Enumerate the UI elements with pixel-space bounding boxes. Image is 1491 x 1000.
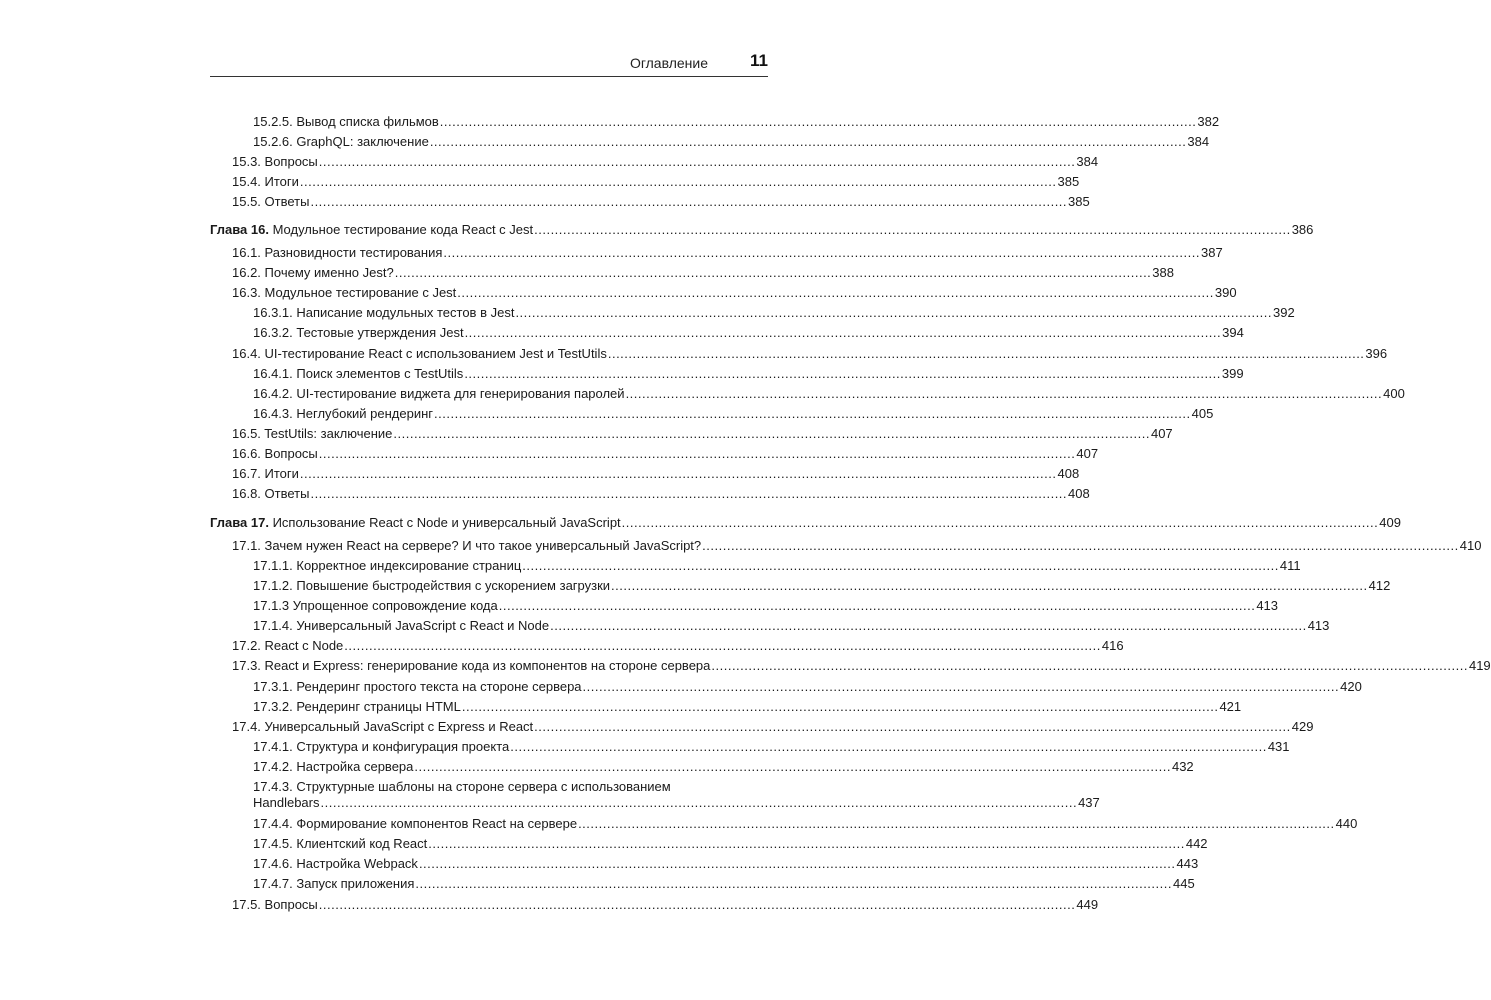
dot-leader — [434, 406, 1191, 422]
toc-entry-title: 16.3.1. Написание модульных тестов в Jest — [253, 305, 515, 320]
dot-leader — [510, 739, 1267, 755]
dot-leader — [319, 446, 1076, 462]
dot-leader — [515, 305, 1272, 321]
toc-entry-page: 399 — [1221, 366, 1244, 381]
toc-entry-title: 17.2. React с Node — [232, 638, 344, 653]
toc-entry-title: 17.1.3 Упрощенное сопровождение кода — [253, 598, 498, 613]
toc-entry-title: 17.1. Зачем нужен React на сервере? И что такое универсальный JavaScript? — [232, 538, 702, 553]
toc-entry-title: 17.5. Вопросы — [232, 897, 318, 912]
toc-entry-title: Использование React с Node и универсальный JavaScript — [272, 515, 621, 530]
dot-leader — [626, 386, 1383, 402]
toc-entry — [210, 816, 1358, 832]
toc-entry-page: 420 — [1340, 679, 1362, 694]
toc-entry — [210, 759, 1194, 775]
toc-entry-page: 413 — [1307, 618, 1330, 633]
toc-entry-page: 412 — [1368, 578, 1391, 593]
dot-leader — [534, 719, 1291, 735]
toc-entry-page: 382 — [1197, 114, 1220, 129]
dot-leader — [300, 466, 1057, 482]
chapter-label: Глава 16. — [210, 222, 269, 237]
toc-entry-title: 17.4.7. Запуск приложения — [253, 876, 415, 891]
toc-entry-title: 17.4.5. Клиентский код React — [253, 836, 428, 851]
toc-entry-page: 392 — [1273, 305, 1295, 320]
toc-entry-title: 15.2.5. Вывод списка фильмов — [253, 114, 439, 129]
toc-entry-title: 16.4.1. Поиск элементов с TestUtils — [253, 366, 464, 381]
toc-entry-title: 16.2. Почему именно Jest? — [232, 265, 394, 280]
toc-entry-page: 440 — [1335, 816, 1358, 831]
dot-leader — [608, 346, 1365, 362]
toc-entry-page: 407 — [1076, 446, 1099, 461]
toc-entry-title: 17.4. Универсальный JavaScript с Express и React — [232, 719, 534, 734]
toc-entry-title-line1: 17.4.3. Структурные шаблоны на стороне сервера с использованием — [253, 779, 671, 794]
dot-leader — [430, 134, 1187, 150]
toc-entry — [210, 739, 1290, 755]
toc-chapter — [210, 222, 1314, 238]
dot-leader — [415, 876, 1172, 892]
toc-entry-page: 390 — [1214, 285, 1237, 300]
dot-leader — [611, 578, 1368, 594]
dot-leader — [310, 194, 1067, 210]
toc-entry-page: 384 — [1076, 154, 1099, 169]
toc-entry-title: 16.6. Вопросы — [232, 446, 318, 461]
toc-entry — [210, 265, 1174, 281]
dot-leader — [462, 699, 1219, 715]
toc-entry — [210, 856, 1199, 872]
dot-leader — [522, 558, 1279, 574]
toc-entry-title: 17.3.2. Рендеринг страницы HTML — [253, 699, 461, 714]
dot-leader — [534, 222, 1291, 238]
dot-leader — [419, 856, 1176, 872]
toc-entry — [210, 876, 1195, 892]
toc-entry-page: 445 — [1172, 876, 1195, 891]
dot-leader — [300, 174, 1057, 190]
toc-entry — [210, 578, 1391, 594]
dot-leader — [344, 638, 1101, 654]
dot-leader — [428, 836, 1185, 852]
toc-entry — [210, 114, 1220, 130]
toc-entry — [210, 486, 1090, 502]
toc-entry-page: 400 — [1383, 386, 1405, 401]
toc-entry-page: 396 — [1365, 346, 1388, 361]
toc-entry-title: 15.4. Итоги — [232, 174, 299, 189]
toc-entry-title: 16.7. Итоги — [232, 466, 299, 481]
toc-entry-title: 15.5. Ответы — [232, 194, 310, 209]
dot-leader — [310, 486, 1067, 502]
toc-entry-page: 421 — [1219, 699, 1242, 714]
toc-entry-page: 416 — [1101, 638, 1124, 653]
toc-entry — [210, 174, 1080, 190]
toc-entry-page: 386 — [1291, 222, 1314, 237]
toc-entry — [210, 406, 1214, 422]
dot-leader — [464, 366, 1221, 382]
toc-entry — [210, 366, 1244, 382]
toc-entry — [210, 699, 1242, 715]
toc-entry — [210, 346, 1388, 362]
toc-entry — [210, 679, 1362, 695]
toc-entry — [210, 305, 1295, 321]
toc-entry-title: 17.4.6. Настройка Webpack — [253, 856, 418, 871]
toc-entry-title: 15.3. Вопросы — [232, 154, 318, 169]
toc-entry-page: 384 — [1187, 134, 1210, 149]
toc-entry-title: 16.4.3. Неглубокий рендеринг — [253, 406, 434, 421]
toc-entry — [210, 598, 1279, 614]
toc-entry-page: 394 — [1222, 325, 1244, 340]
toc-entry — [210, 658, 1491, 674]
toc-entry-title-line2: Handlebars — [253, 795, 320, 810]
dot-leader — [321, 795, 1078, 811]
toc-entry-page: 443 — [1176, 856, 1199, 871]
toc-entry — [210, 134, 1210, 150]
toc-entry-page: 449 — [1076, 897, 1099, 912]
dot-leader — [393, 426, 1150, 442]
dot-leader — [465, 325, 1222, 341]
toc-entry-page: 419 — [1468, 658, 1491, 673]
dot-leader — [622, 515, 1379, 531]
toc-entry-title: 16.3. Модульное тестирование с Jest — [232, 285, 457, 300]
page-number: 11 — [750, 51, 768, 70]
toc-entry-page: 437 — [1078, 795, 1100, 810]
toc-entry — [210, 154, 1099, 170]
toc-entry — [210, 836, 1208, 852]
toc-entry-title: 16.1. Разновидности тестирования — [232, 245, 443, 260]
dot-leader — [499, 598, 1256, 614]
toc-entry-page: 387 — [1200, 245, 1223, 260]
toc-entry — [210, 426, 1173, 442]
toc-entry-title: 17.1.1. Корректное индексирование страниц — [253, 558, 522, 573]
toc-entry — [210, 719, 1314, 735]
toc-entry-page: 385 — [1068, 194, 1090, 209]
toc-entry — [210, 638, 1124, 654]
toc-entry-page: 431 — [1267, 739, 1290, 754]
toc-entry-title: 15.2.6. GraphQL: заключение — [253, 134, 429, 149]
dot-leader — [578, 816, 1335, 832]
toc-entry-page: 405 — [1191, 406, 1214, 421]
dot-leader — [319, 154, 1076, 170]
running-header — [210, 50, 768, 77]
toc-entry-page: 413 — [1256, 598, 1279, 613]
toc-entry-page: 408 — [1068, 486, 1090, 501]
dot-leader — [550, 618, 1307, 634]
toc-entry-page: 410 — [1459, 538, 1482, 553]
dot-leader — [395, 265, 1152, 281]
toc-entry — [210, 245, 1223, 261]
toc-entry-page: 407 — [1150, 426, 1173, 441]
toc-entry — [210, 538, 1482, 554]
dot-leader — [414, 759, 1171, 775]
toc-entry — [210, 618, 1330, 634]
toc-entry-title: 17.4.1. Структура и конфигурация проекта — [253, 739, 510, 754]
toc-entry-title: 17.3.1. Рендеринг простого текста на стороне сервера — [253, 679, 582, 694]
dot-leader — [583, 679, 1340, 695]
dot-leader — [319, 897, 1076, 913]
toc-entry-title: 17.1.2. Повышение быстродействия с ускорением загрузки — [253, 578, 611, 593]
toc-entry-title: 17.1.4. Универсальный JavaScript с React и Node — [253, 618, 550, 633]
toc-entry — [210, 466, 1080, 482]
toc-entry-page: 408 — [1057, 466, 1080, 481]
toc-entry-page: 442 — [1185, 836, 1208, 851]
toc-entry-page: 385 — [1057, 174, 1080, 189]
toc-entry — [210, 558, 1301, 574]
running-header-title: Оглавление — [629, 55, 708, 71]
chapter-label: Глава 17. — [210, 515, 269, 530]
toc-entry-title: 17.3. React и Express: генерирование кода из компонентов на стороне сервера — [232, 658, 711, 673]
toc-entry-title: 16.3.2. Тестовые утверждения Jest — [253, 325, 464, 340]
toc-entry — [210, 446, 1099, 462]
toc-entry — [210, 325, 1244, 341]
toc-entry — [210, 386, 1405, 402]
toc-entry-title: 16.4.2. UI-тестирование виджета для генерирования паролей — [253, 386, 625, 401]
dot-leader — [457, 285, 1214, 301]
dot-leader — [440, 114, 1197, 130]
toc-entry-title: 16.5. TestUtils: заключение — [232, 426, 393, 441]
toc-entry-title: Модульное тестирование кода React с Jest — [272, 222, 534, 237]
toc-entry — [210, 897, 1099, 913]
toc-entry-title: 16.8. Ответы — [232, 486, 310, 501]
toc-entry-page: 409 — [1379, 515, 1401, 530]
toc-entry-page: 411 — [1279, 558, 1301, 573]
toc-entry-title: 17.4.2. Настройка сервера — [253, 759, 414, 774]
toc-entry — [210, 795, 1100, 811]
toc-entry — [210, 194, 1090, 210]
toc-chapter — [210, 515, 1401, 531]
toc-entry-title: 17.4.4. Формирование компонентов React на сервере — [253, 816, 578, 831]
toc-entry-page: 388 — [1152, 265, 1174, 280]
dot-leader — [711, 658, 1468, 674]
dot-leader — [443, 245, 1200, 261]
toc-entry — [210, 285, 1237, 301]
toc-entry-page: 432 — [1171, 759, 1194, 774]
dot-leader — [702, 538, 1459, 554]
toc-entry-title: 16.4. UI-тестирование React с использованием Jest и TestUtils — [232, 346, 607, 361]
toc-entry-page: 429 — [1291, 719, 1314, 734]
